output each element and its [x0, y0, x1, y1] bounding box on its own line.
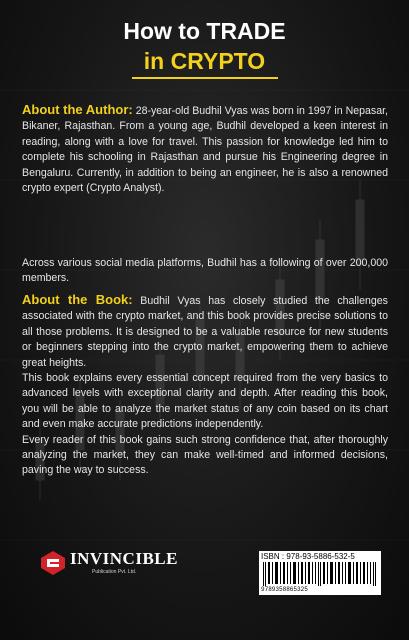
book-title-line2: in CRYPTO	[143, 48, 266, 74]
author-text: 28-year-old Budhil Vyas was born in 1997 in Nepasar, Bikaner, Rajasthan. From a young age, Budhil developed a keen interest in reading, along with a love for travel. This passion for knowledge led him to complete his schooling in Rajasthan and pursue his Engineering degree in Bengaluru. Currently, in addition to being an engineer, he is also a renowned crypto expert (Crypto Analyst).	[22, 105, 388, 195]
barcode-bars	[263, 562, 377, 586]
book-text-2: This book explains every essential concept required from the very basics to advanced levels with exceptional clarity and depth. After reading this book, you will be able to analyze the market status of any coin based on its chart and even make accurate predictions independently.	[22, 372, 388, 431]
author-heading: About the Author:	[22, 102, 133, 117]
isbn-label: ISBN : 978-93-5886-532-5	[261, 552, 355, 561]
book-paragraph	[22, 292, 388, 479]
following-paragraph: Across various social media platforms, Budhil has a following of over 200,000 members.	[22, 257, 388, 285]
book-heading: About the Book:	[22, 292, 133, 307]
book-title-line1: How to TRADE	[123, 18, 286, 44]
barcode-number: 9789358865325	[261, 586, 308, 593]
publisher-logo	[40, 546, 180, 580]
book-text-1: Budhil Vyas has closely studied the challenges associated with the crypto market, and this book provides precise solutions to all those problems. It is designed to be a valuable resource for new students or beginners stepping into the crypto market, empowering them to achieve great heights.	[22, 295, 388, 369]
title-underline	[132, 77, 278, 79]
author-paragraph	[22, 102, 388, 196]
publisher-name: INVINCIBLE	[70, 549, 178, 568]
publisher-subtitle: Publication Pvt. Ltd.	[92, 569, 137, 575]
book-text-3: Every reader of this book gains such strong confidence that, after thoroughly analyzing the market, they can make well-timed and informed decisions, paving the way to success.	[22, 433, 388, 477]
isbn-barcode	[259, 551, 381, 595]
publisher-mark-icon	[40, 550, 66, 576]
